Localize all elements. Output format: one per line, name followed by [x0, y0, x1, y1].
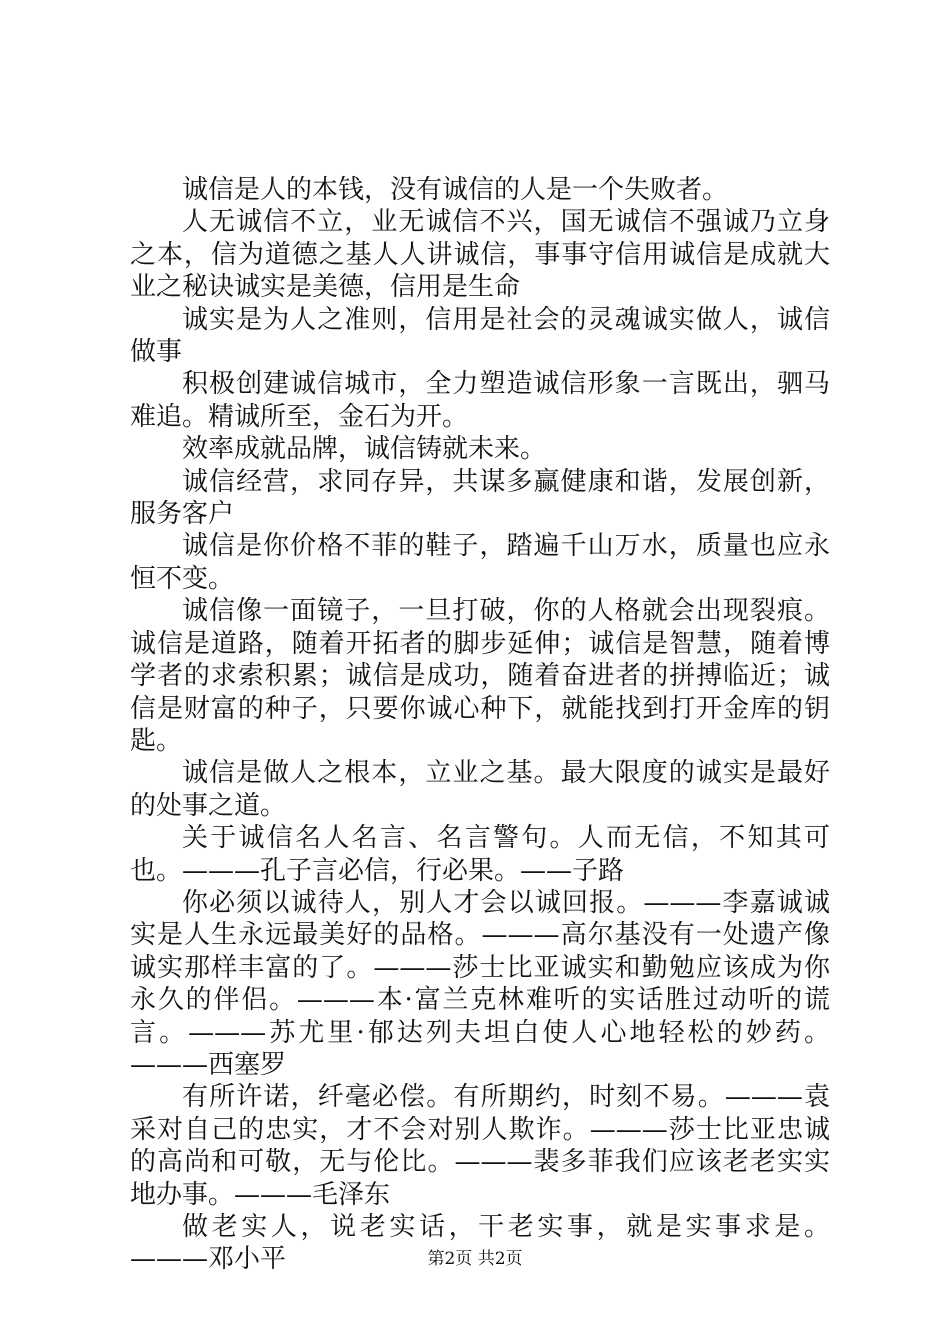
paragraph: 人无诚信不立，业无诚信不兴，国无诚信不强诚乃立身之本，信为道德之基人人讲诚信，事事守信用诚信是成就大业之秘诀诚实是美德，信用是生命 — [130, 207, 830, 303]
paragraph: 诚实是为人之准则，信用是社会的灵魂诚实做人，诚信做事 — [130, 304, 830, 368]
paragraph: 诚信是人的本钱，没有诚信的人是一个失败者。 — [182, 175, 729, 205]
paragraph: 效率成就品牌，诚信铸就未来。 — [182, 434, 547, 465]
paragraph: 做老实人，说老实话，干老实事，就是实事求是。———邓小平 — [130, 1212, 830, 1275]
document-body — [130, 174, 830, 1276]
paragraph: 诚信是你价格不菲的鞋子，踏遍千山万水，质量也应永恒不变。 — [130, 531, 830, 594]
paragraph: 有所许诺，纤毫必偿。有所期约，时刻不易。———袁采对自己的忠实，才不会对别人欺诈。———莎士比亚忠诚的高尚和可敬，无与伦比。———裴多菲我们应该老老实实地办事。———毛泽东 — [130, 1082, 830, 1210]
paragraph: 诚信经营，求同存异，共谋多赢健康和谐，发展创新，服务客户 — [130, 466, 830, 530]
paragraph: 关于诚信名人名言、名言警句。人而无信，不知其可也。———孔子言必信，行必果。——子路 — [130, 823, 830, 886]
page-footer — [0, 1244, 950, 1269]
paragraph: 诚信像一面镜子，一旦打破，你的人格就会出现裂痕。诚信是道路，随着开拓者的脚步延伸；诚信是智慧，随着博学者的求索积累；诚信是成功，随着奋进者的拼搏临近；诚信是财富的种子，只要你诚心种下，就能找到打开金库的钥匙。 — [130, 596, 830, 756]
paragraph: 诚信是做人之根本，立业之基。最大限度的诚实是最好的处事之道。 — [130, 758, 830, 821]
page-number-label: 第2页 共2页 — [427, 1249, 523, 1269]
paragraph: 你必须以诚待人，别人才会以诚回报。———李嘉诚诚实是人生永远最美好的品格。———高尔基没有一处遗产像诚实那样丰富的了。———莎士比亚诚实和勤勉应该成为你永久的伴侣。———本·富兰克林难听的实话胜过动听的谎言。———苏尤里·郁达列夫坦白使人心地轻松的妙药。———西塞罗 — [130, 887, 830, 1080]
paragraph: 积极创建诚信城市，全力塑造诚信形象一言既出，驷马难追。精诚所至，金石为开。 — [130, 369, 830, 432]
